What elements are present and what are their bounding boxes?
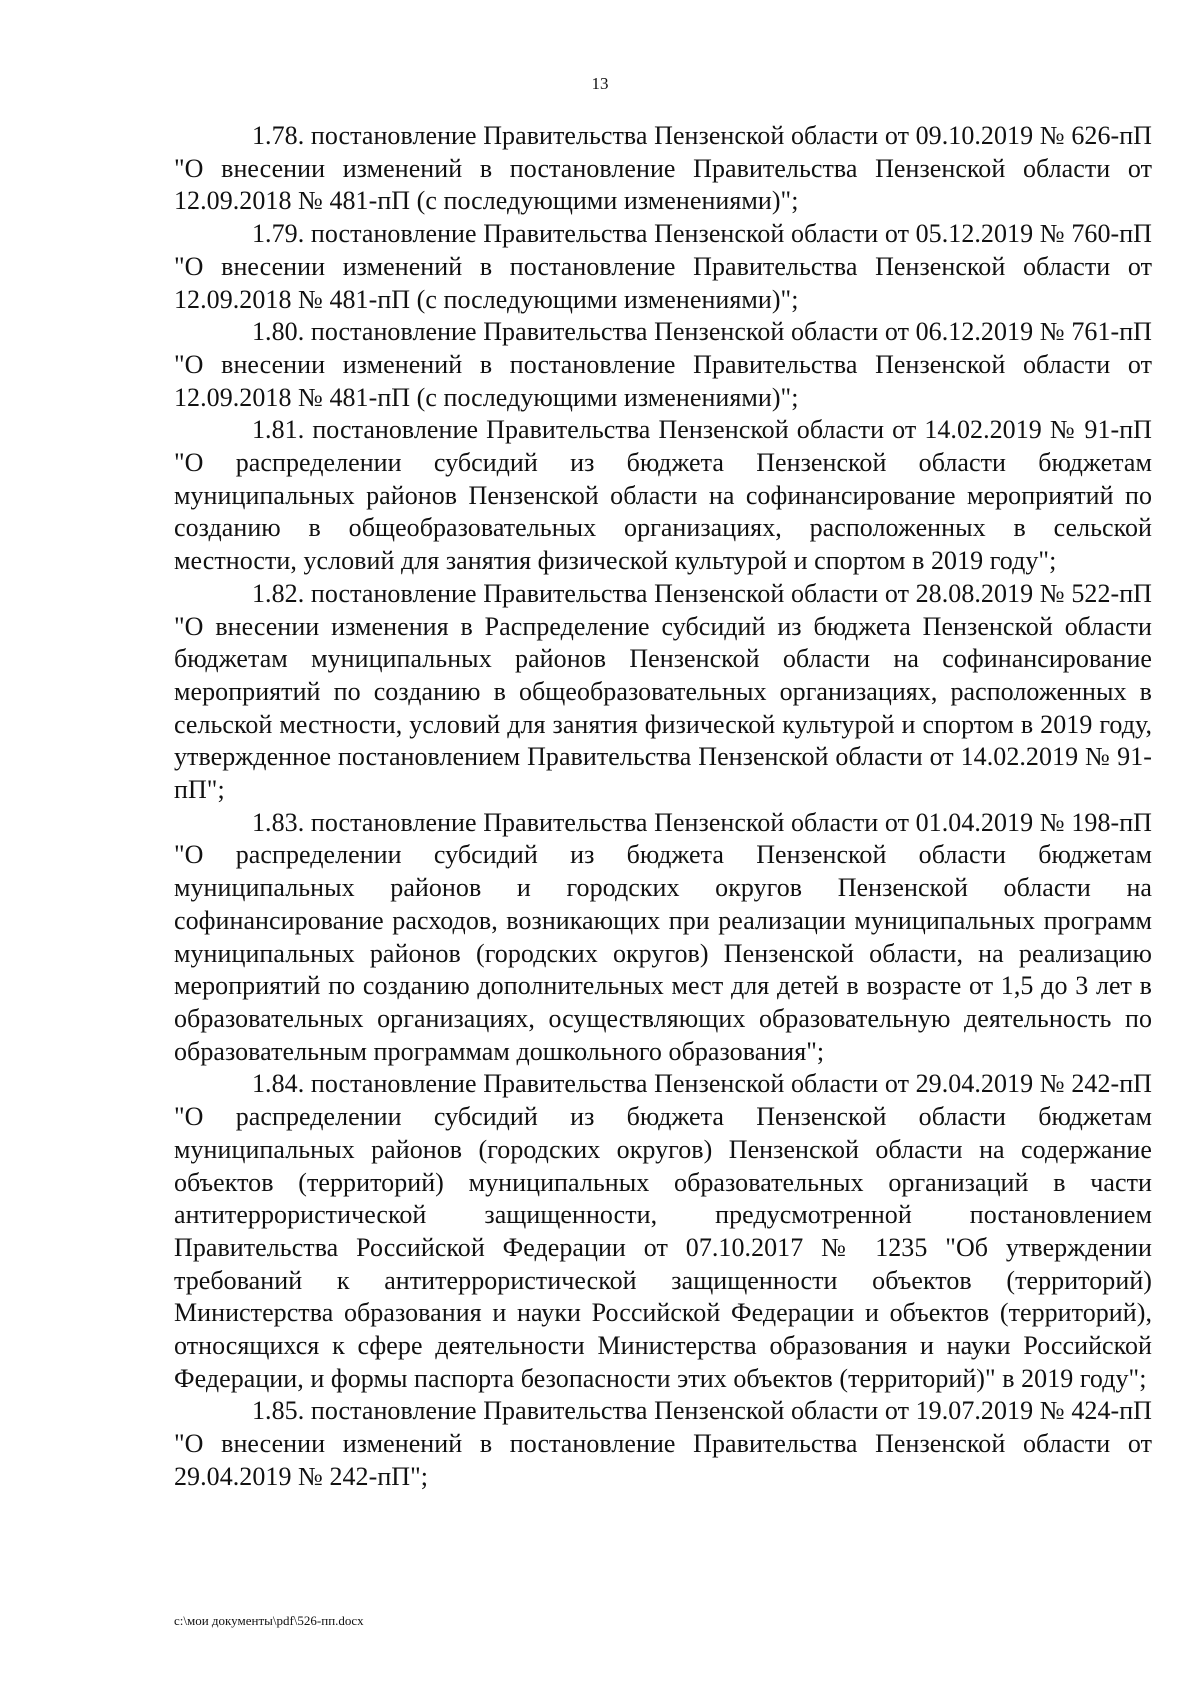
paragraph-1-81: 1.81. постановление Правительства Пензенской области от 14.02.2019 № 91-пП "О распределении субсидий из бюджета Пензенской области бюджетам муниципальных районов Пензенской области на софинансирование мероприятий по созданию в общеобразовательных организациях, расположенных в сельской местности, условий для занятия физической культурой и спортом в 2019 году"; (174, 415, 1152, 576)
paragraph-1-79: 1.79. постановление Правительства Пензенской области от 05.12.2019 № 760-пП "О внесении изменений в постановление Правительства Пензенской области от 12.09.2018 № 481-пП (с последующими изменениями)"; (174, 219, 1152, 314)
paragraph-1-82: 1.82. постановление Правительства Пензенской области от 28.08.2019 № 522-пП "О внесении изменения в Распределение субсидий из бюджета Пензенской области бюджетам муниципальных районов Пензенской области на софинансирование мероприятий по созданию в общеобразовательных организациях, расположенных в сельской местности, условий для занятия физической культурой и спортом в 2019 году, утвержденное постановлением Правительства Пензенской области от 14.02.2019 № 91-пП"; (174, 578, 1152, 805)
paragraph-1-84: 1.84. постановление Правительства Пензенской области от 29.04.2019 № 242-пП "О распределении субсидий из бюджета Пензенской области бюджетам муниципальных районов (городских округов) Пензенской области на содержание объектов (территорий) муниципальных образовательных организаций в части антитеррористической защищенности, предусмотренной постановлением Правительства Российской Федерации от 07.10.2017 № 1235 "Об утверждении требований к антитеррористической защищенности объектов (территорий) Министерства образования и науки Российской Федерации и объектов (территорий), относящихся к сфере деятельности Министерства образования и науки Российской Федерации, и формы паспорта безопасности этих объектов (территорий)" в 2019 году"; (174, 1069, 1152, 1393)
document-body (174, 120, 1152, 1494)
paragraph-1-78: 1.78. постановление Правительства Пензенской области от 09.10.2019 № 626-пП "О внесении изменений в постановление Правительства Пензенской области от 12.09.2018 № 481-пП (с последующими изменениями)"; (174, 121, 1152, 216)
page-number: 13 (591, 74, 609, 93)
footer-file-path: c:\мои документы\pdf\526-пп.docx (174, 1613, 364, 1628)
paragraph-1-85: 1.85. постановление Правительства Пензенской области от 19.07.2019 № 424-пП "О внесении изменений в постановление Правительства Пензенской области от 29.04.2019 № 242-пП"; (174, 1396, 1152, 1491)
paragraph-1-83: 1.83. постановление Правительства Пензенской области от 01.04.2019 № 198-пП "О распределении субсидий из бюджета Пензенской области бюджетам муниципальных районов и городских округов Пензенской области на софинансирование расходов, возникающих при реализации муниципальных программ муниципальных районов (городских округов) Пензенской области, на реализацию мероприятий по созданию дополнительных мест для детей в возрасте от 1,5 до 3 лет в образовательных организациях, осуществляющих образовательную деятельность по образовательным программам дошкольного образования"; (174, 807, 1152, 1066)
paragraph-1-80: 1.80. постановление Правительства Пензенской области от 06.12.2019 № 761-пП "О внесении изменений в постановление Правительства Пензенской области от 12.09.2018 № 481-пП (с последующими изменениями)"; (174, 317, 1152, 412)
